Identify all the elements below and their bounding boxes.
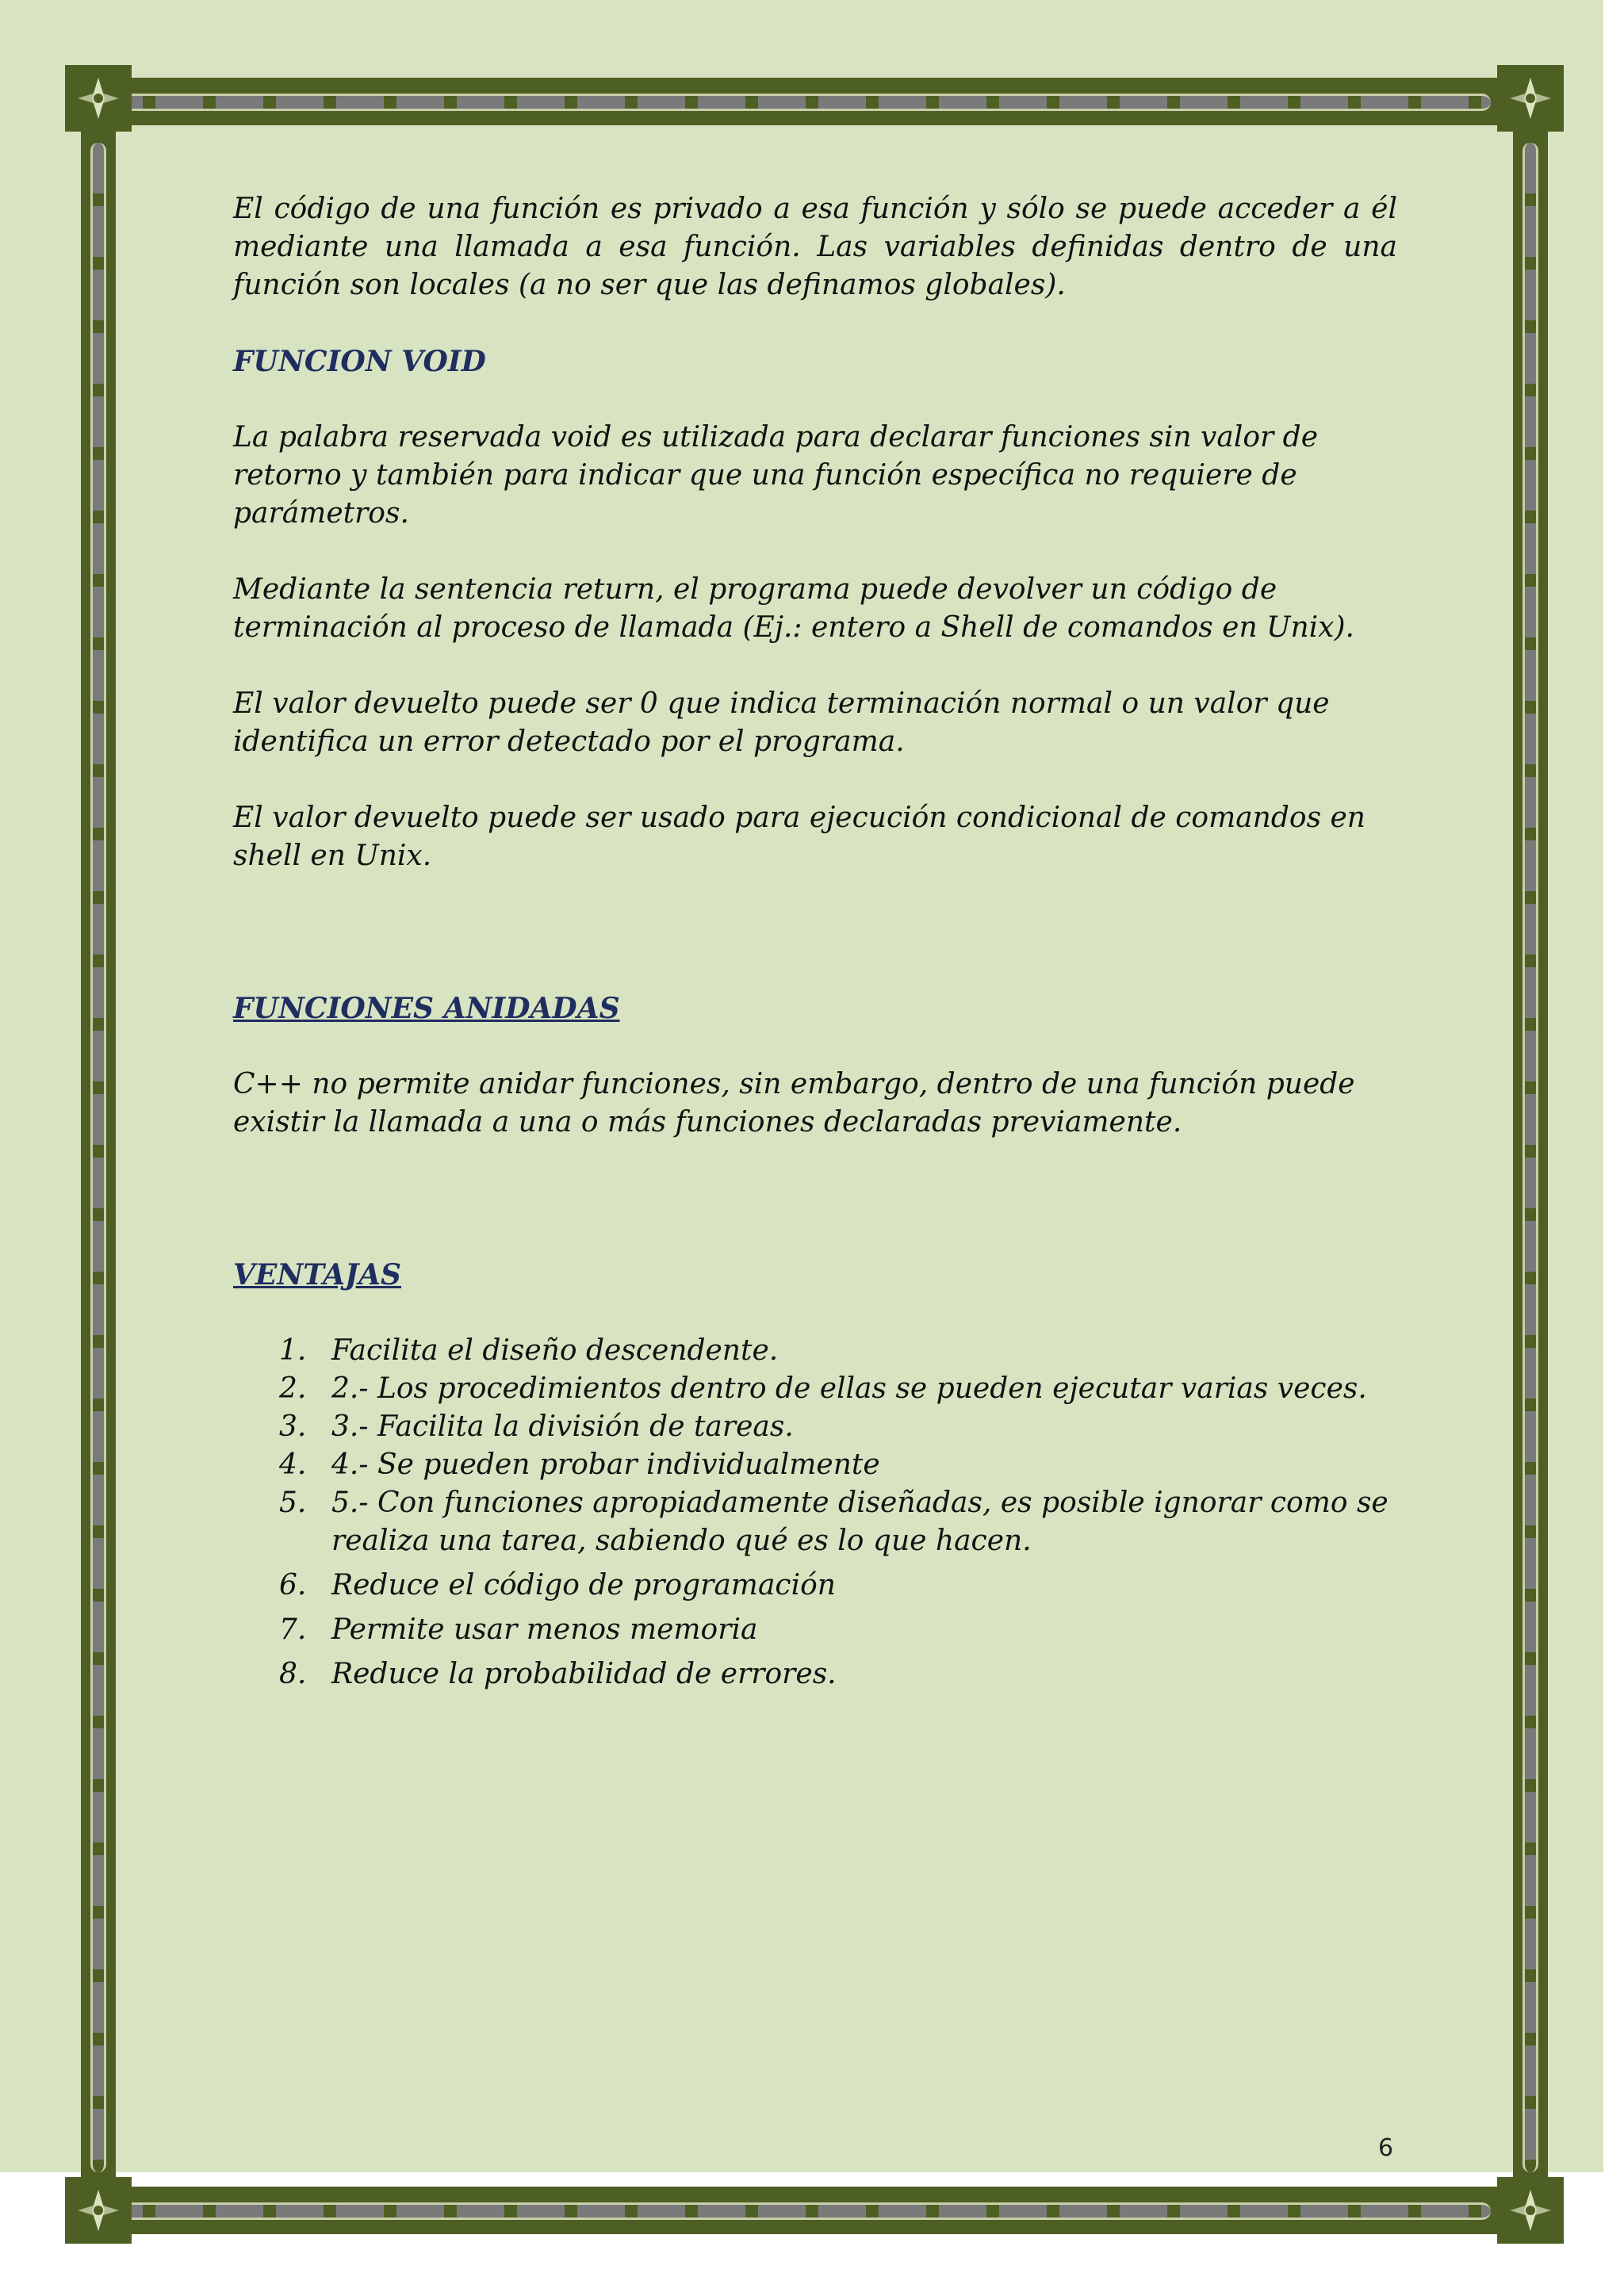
list-item-text: Facilita el diseño descendente. — [331, 1334, 779, 1367]
list-item-text: Reduce la probabilidad de errores. — [331, 1658, 837, 1690]
intro-paragraph: El código de una función es privado a esa función y sólo se puede acceder a él mediante una llamada a esa función. Las variables definidas dentro de una función son locales (a no ser que las definamos globales). — [233, 193, 1397, 301]
list-item-number: 6. — [279, 1569, 307, 1601]
advantages-heading: VENTAJAS — [233, 1258, 401, 1292]
nested-heading: FUNCIONES ANIDADAS — [233, 992, 620, 1025]
list-item-text: Permite usar menos memoria — [331, 1613, 758, 1646]
border-top — [79, 78, 1507, 125]
list-item — [233, 1446, 1397, 1484]
list-item-number: 8. — [279, 1658, 307, 1690]
border-bottom — [79, 2187, 1507, 2234]
list-item-text: 5.- Con funciones apropiadamente diseñadas, es posible ignorar como se realiza una tarea, sabiendo qué es lo que hacen. — [331, 1487, 1388, 1557]
list-item-number: 5. — [279, 1487, 307, 1519]
nested-paragraph: C++ no permite anidar funciones, sin embargo, dentro de una función puede existir la llamada a una o más funciones declaradas previamente. — [233, 1068, 1355, 1138]
void-heading: FUNCION VOID — [233, 345, 486, 378]
page-number: 6 — [1378, 2134, 1394, 2162]
spacer — [233, 1142, 1397, 1256]
list-item — [233, 1370, 1397, 1408]
border-right — [1513, 127, 1548, 2188]
list-item-text: Reduce el código de programación — [331, 1569, 836, 1601]
list-item-text: 2.- Los procedimientos dentro de ellas se pueden ejecutar varias veces. — [331, 1372, 1367, 1405]
list-item-number: 2. — [279, 1372, 307, 1405]
corner-ornament-icon — [1497, 2177, 1564, 2244]
corner-ornament-icon — [1497, 65, 1564, 132]
list-item-number: 7. — [279, 1613, 307, 1646]
list-item-text: 3.- Facilita la división de tareas. — [331, 1410, 794, 1443]
list-item — [233, 1655, 1397, 1693]
list-item-number: 4. — [279, 1448, 307, 1481]
void-paragraph-4: El valor devuelto puede ser usado para ejecución condicional de comandos en shell en Unix. — [233, 802, 1365, 872]
list-item-number: 1. — [279, 1334, 307, 1367]
corner-ornament-icon — [65, 2177, 132, 2244]
list-item — [233, 1332, 1397, 1370]
list-item — [233, 1611, 1397, 1649]
advantages-list — [233, 1332, 1397, 1693]
list-item — [233, 1567, 1397, 1605]
spacer — [233, 875, 1397, 989]
border-left — [81, 127, 116, 2188]
corner-ornament-icon — [65, 65, 132, 132]
void-paragraph-2: Mediante la sentencia return, el programa puede devolver un código de terminación al proceso de llamada (Ej.: entero a Shell de comandos en Unix). — [233, 573, 1354, 644]
list-item-text: 4.- Se pueden probar individualmente — [331, 1448, 880, 1481]
list-item-number: 3. — [279, 1410, 307, 1443]
void-paragraph-1: La palabra reservada void es utilizada para declarar funciones sin valor de retorno y también para indicar que una función específica no requiere de parámetros. — [233, 421, 1319, 530]
list-item — [233, 1408, 1397, 1446]
document-body — [233, 190, 1397, 1693]
list-item — [233, 1484, 1397, 1560]
void-paragraph-3: El valor devuelto puede ser 0 que indica terminación normal o un valor que identifica un error detectado por el programa. — [233, 687, 1330, 758]
